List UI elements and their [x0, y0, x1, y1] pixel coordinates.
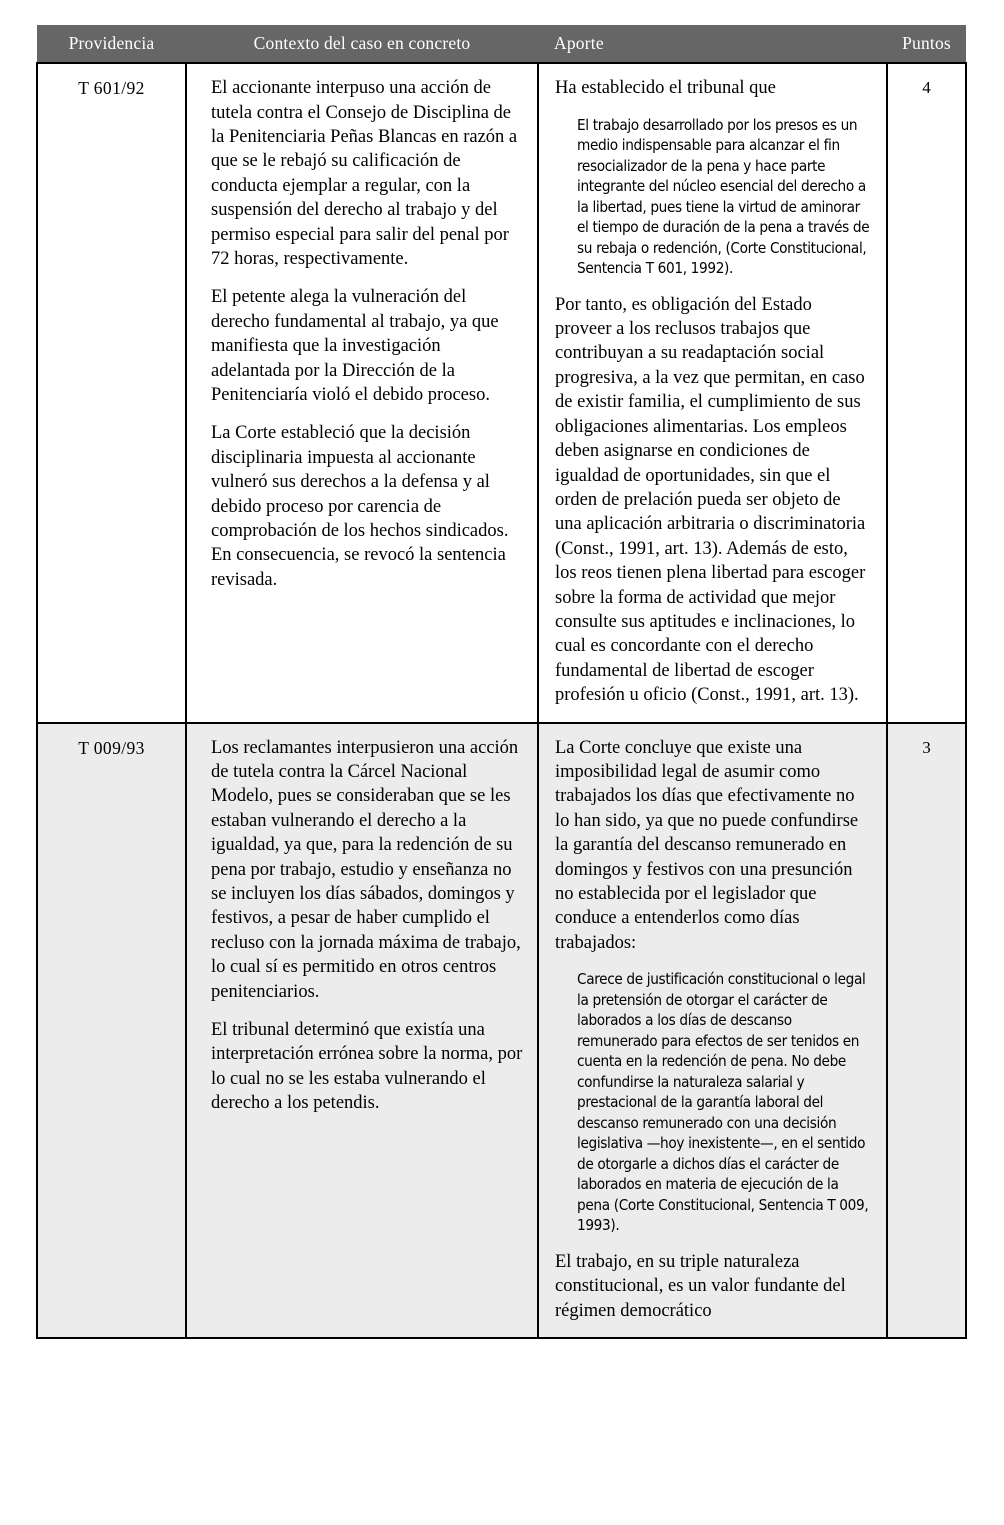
aporte-content — [539, 724, 886, 1338]
paragraph: El accionante interpuso una acción de tutela contra el Consejo de Disciplina de la Penitenciaria Peñas Blancas en razón a que se le rebajó su calificación de conducta ejemplar a regular, con la suspensión del derecho al trabajo y del permiso especial para salir del penal por 72 horas, respectivamente. — [211, 78, 518, 269]
blockquote: Carece de justificación constitucional o legal la pretensión de otorgar el carácter de laborados a los días de descanso remunerado para efectos de ser tenidos en cuenta en la redención de pena. No debe confundirse la naturaleza salarial y prestacional de la garantía laboral del descanso remunerado con una decisión legislativa —hoy inexistente—, en el sentido de otorgarle a dichos días el carácter de laborados en materia de ejecución de la pena (Corte Constitucional, Sentencia T 009, 1993). — [577, 970, 869, 1235]
column-header-providencia: Providencia — [37, 25, 186, 63]
puntos-value: 4 — [922, 78, 931, 98]
table-header — [37, 25, 966, 63]
table-header-row — [37, 25, 966, 63]
cell-puntos — [887, 63, 966, 722]
contexto-content — [187, 64, 537, 606]
providencia-value: T 601/92 — [78, 78, 145, 99]
column-header-puntos: Puntos — [887, 25, 966, 63]
cell-providencia — [37, 723, 186, 1339]
table-row — [37, 63, 966, 722]
cell-aporte — [538, 723, 887, 1339]
puntos-value: 3 — [922, 737, 931, 757]
paragraph: La Corte concluye que existe una imposibilidad legal de asumir como trabajados los días que efectivamente no lo han sido, ya que no puede confundirse la garantía del descanso remunerado en domingos y festivos con una presunción no establecida por el legislador que conduce a entenderlos como días trabajados: — [555, 737, 859, 953]
paragraph: El tribunal determinó que existía una interpretación errónea sobre la norma, por lo cual no se les estaba vulnerando el derecho a los petendis. — [211, 1020, 523, 1114]
cell-providencia — [37, 63, 186, 722]
blockquote: El trabajo desarrollado por los presos es un medio indispensable para alcanzar el fin resocializador de la pena y hace parte integrante del núcleo esencial del derecho a la libertad, pues tiene la virtud de aminorar el tiempo de duración de la pena a través de su rebaja o redención, (Corte Constitucional, Sentencia T 601, 1992). — [577, 115, 870, 278]
contexto-content — [187, 724, 537, 1130]
column-header-aporte: Aporte — [538, 25, 887, 63]
column-header-contexto: Contexto del caso en concreto — [186, 25, 538, 63]
jurisprudence-table — [36, 25, 967, 1339]
cell-puntos — [887, 723, 966, 1339]
table-body — [37, 63, 966, 1338]
aporte-content — [539, 64, 886, 721]
paragraph: Por tanto, es obligación del Estado proveer a los reclusos trabajos que contribuyan a su readaptación social progresiva, a la vez que permitan, en caso de existir familia, el cumplimiento de sus obligaciones alimentarias. Los empleos deben asignarse en condiciones de igualdad de oportunidades, sin que el orden de prelación pueda ser objeto de una aplicación arbitraria o discriminatoria (Const., 1991, art. 13). Además de esto, los reos tienen plena libertad para escoger sobre la forma de actividad que mejor consulte sus aptitudes e inclinaciones, lo cual es concordante con el derecho fundamental de libertad de escoger profesión u oficio (Const., 1991, art. 13). — [555, 294, 866, 706]
paragraph: La Corte estableció que la decisión disciplinaria impuesta al accionante vulneró sus derechos a la defensa y al debido proceso por carencia de comprobación de los hechos sindicados. En consecuencia, se revocó la sentencia revisada. — [211, 423, 509, 590]
paragraph: Ha establecido el tribunal que — [555, 78, 776, 99]
table-row — [37, 723, 966, 1339]
cell-contexto — [186, 63, 538, 722]
paragraph: Los reclamantes interpusieron una acción de tutela contra la Cárcel Nacional Modelo, pues se consideraban que se les estaban vulnerando el derecho a la igualdad, ya que, para la redención de su pena por trabajo, estudio y enseñanza no se incluyen los días sábados, domingos y festivos, a pesar de haber cumplido el recluso con la jornada máxima de trabajo, lo cual sí es permitido en otros centros penitenciarios. — [211, 737, 521, 1002]
cell-contexto — [186, 723, 538, 1339]
paragraph: El petente alega la vulneración del derecho fundamental al trabajo, ya que manifiesta que la investigación adelantada por la Dirección de la Penitenciaría violó el debido proceso. — [211, 287, 499, 405]
cell-aporte — [538, 63, 887, 722]
providencia-value: T 009/93 — [78, 737, 145, 758]
paragraph: El trabajo, en su triple naturaleza constitucional, es un valor fundante del régimen democrático — [555, 1251, 846, 1321]
